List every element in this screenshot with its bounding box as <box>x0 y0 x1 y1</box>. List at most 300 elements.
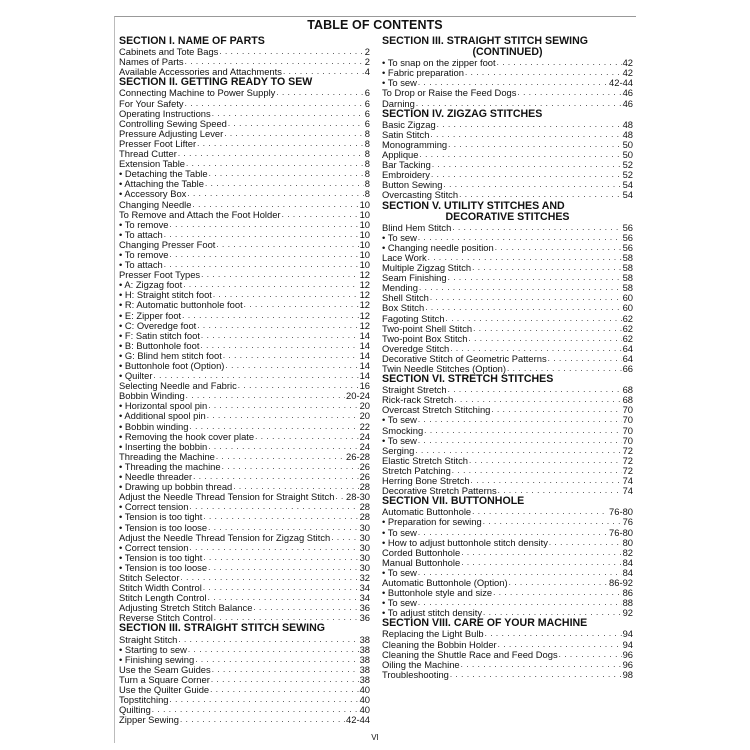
toc-entry <box>382 150 633 160</box>
toc-entry-page: 74 <box>622 486 633 497</box>
dot-leader <box>420 150 622 160</box>
toc-entry-page: 52 <box>622 170 633 181</box>
toc-entry-label: Presser Foot Lifter <box>119 138 197 149</box>
toc-entry-label: Extension Table <box>119 159 186 170</box>
toc-entry-label: Zipper Sewing <box>119 715 179 726</box>
toc-entry-label: • Tension is too loose <box>119 522 208 533</box>
toc-entry-page: 6 <box>364 108 370 119</box>
dot-leader <box>225 361 358 371</box>
toc-entry-label: Straight Stretch <box>382 385 447 396</box>
toc-entry <box>382 548 633 558</box>
toc-entry <box>119 675 370 685</box>
dot-leader <box>178 635 358 645</box>
toc-entry <box>382 140 633 150</box>
toc-entry <box>119 645 370 655</box>
dot-leader <box>208 563 359 573</box>
toc-entry <box>119 47 370 57</box>
toc-entry-page: 14 <box>359 371 370 382</box>
section-heading: SECTION III. STRAIGHT STITCH SEWING <box>119 622 325 635</box>
toc-entry-page: 68 <box>622 385 633 396</box>
toc-entry <box>382 233 633 243</box>
toc-entry <box>119 462 370 472</box>
toc-entry <box>119 422 370 432</box>
toc-entry-label: Pressure Adjusting Lever <box>119 128 224 139</box>
toc-entry-page: 58 <box>622 273 633 284</box>
dot-leader <box>205 179 364 189</box>
toc-entry-page: 72 <box>622 465 633 476</box>
dot-leader <box>238 381 359 391</box>
toc-entry-label: • F: Satin stitch foot <box>119 330 200 341</box>
toc-entry-page: 48 <box>622 119 633 130</box>
toc-entry <box>119 665 370 675</box>
dot-leader <box>424 426 621 436</box>
toc-entry-label: Bobbin Winding <box>119 391 185 402</box>
dot-leader <box>446 314 622 324</box>
toc-entry-page: 54 <box>622 180 633 191</box>
dot-leader <box>224 129 364 139</box>
toc-entry <box>382 426 633 436</box>
toc-entry <box>119 250 370 260</box>
toc-entry-label: Quilting <box>119 705 151 716</box>
toc-entry <box>119 472 370 482</box>
toc-entry-page: 80 <box>622 537 633 548</box>
toc-entry-page: 20-24 <box>346 391 370 402</box>
dot-leader <box>418 436 622 446</box>
toc-entry-label: • R: Automatic buttonhole foot <box>119 300 243 311</box>
toc-left-column <box>119 36 370 725</box>
dot-leader <box>180 715 345 725</box>
toc-entry <box>119 99 370 109</box>
dot-leader <box>216 452 345 462</box>
toc-entry <box>382 578 633 588</box>
toc-entry-label: • Preparation for sewing <box>382 517 482 528</box>
dot-leader <box>228 119 364 129</box>
toc-entry-page: 26 <box>359 472 370 483</box>
toc-entry-page: 20 <box>359 411 370 422</box>
toc-entry-page: 52 <box>622 160 633 171</box>
toc-entry-page: 14 <box>359 330 370 341</box>
toc-entry-page: 56 <box>622 242 633 253</box>
toc-entry <box>119 290 370 300</box>
toc-entry <box>382 670 633 680</box>
dot-leader <box>164 230 359 240</box>
toc-entry-page: 38 <box>359 664 370 675</box>
toc-entry-label: Button Sewing <box>382 180 443 191</box>
toc-entry-page: 28 <box>359 512 370 523</box>
dot-leader <box>549 538 622 548</box>
dot-leader <box>548 354 622 364</box>
toc-entry-page: 96 <box>622 659 633 670</box>
toc-entry-page: 30 <box>359 522 370 533</box>
toc-entry-page: 6 <box>364 88 370 99</box>
toc-entry-label: Decorative Stretch Patterns <box>382 486 497 497</box>
toc-entry-label: • B: Buttonhole foot <box>119 340 200 351</box>
toc-entry <box>119 210 370 220</box>
toc-entry-label: Changing Needle <box>119 199 192 210</box>
toc-entry-label: Stitch Selector <box>119 572 180 583</box>
dot-leader <box>203 583 359 593</box>
toc-entry-page: 28-30 <box>346 492 370 503</box>
toc-entry-label: Oiling the Machine <box>382 659 460 670</box>
toc-entry-page: 94 <box>622 639 633 650</box>
toc-entry-page: 4 <box>364 67 370 78</box>
dot-leader <box>197 139 364 149</box>
toc-entry <box>382 293 633 303</box>
toc-entry-page: 24 <box>359 431 370 442</box>
section-heading: SECTION II. GETTING READY TO SEW <box>119 76 313 89</box>
dot-leader <box>185 99 364 109</box>
toc-entry <box>119 300 370 310</box>
toc-entry-page: 24 <box>359 441 370 452</box>
toc-entry-page: 30 <box>359 562 370 573</box>
toc-entry-page: 16 <box>359 381 370 392</box>
toc-entry-page: 28 <box>359 482 370 493</box>
toc-entry-label: Seam Finishing <box>382 273 447 284</box>
toc-entry-label: Adjust the Needle Thread Tension for Straight Stitch <box>119 492 335 503</box>
dot-leader <box>331 533 358 543</box>
toc-entry-page: 30 <box>359 542 370 553</box>
toc-entry-label: Monogramming <box>382 139 448 150</box>
toc-entry <box>119 695 370 705</box>
toc-entry-label: Stretch Patching <box>382 465 451 476</box>
toc-entry <box>382 324 633 334</box>
toc-entry-label: • To sew <box>382 567 417 578</box>
toc-entry <box>382 568 633 578</box>
toc-entry-page: 8 <box>364 128 370 139</box>
toc-entry <box>119 361 370 371</box>
dot-leader <box>483 517 622 527</box>
toc-entry-label: Multiple Zigzag Stitch <box>382 263 472 274</box>
toc-entry-label: • Drawing up bobbin thread <box>119 482 233 493</box>
toc-entry-page: 38 <box>359 634 370 645</box>
toc-entry-label: Darning <box>382 98 415 109</box>
toc-entry-page: 26-28 <box>346 451 370 462</box>
toc-entry <box>119 543 370 553</box>
toc-entry-page: 50 <box>622 150 633 161</box>
toc-entry-label: Two-point Box Stitch <box>382 333 468 344</box>
dot-leader <box>183 280 358 290</box>
dot-leader <box>253 603 358 613</box>
page-title: TABLE OF CONTENTS <box>307 18 443 32</box>
toc-entry-label: Use the Seam Guides <box>119 664 211 675</box>
toc-entry-page: 38 <box>359 644 370 655</box>
dot-leader <box>454 395 621 405</box>
dot-leader <box>203 553 358 563</box>
dot-leader <box>200 341 358 351</box>
toc-entry <box>119 109 370 119</box>
toc-entry <box>119 220 370 230</box>
dot-leader <box>186 391 345 401</box>
dot-leader <box>443 180 621 190</box>
toc-entry <box>119 57 370 67</box>
toc-entry-page: 10 <box>359 199 370 210</box>
section-heading: DECORATIVE STITCHES <box>445 210 570 223</box>
toc-entry-label: Overcasting Stitch <box>382 190 459 201</box>
toc-entry <box>119 442 370 452</box>
toc-entry-page: 48 <box>622 129 633 140</box>
toc-entry <box>119 240 370 250</box>
dot-leader <box>517 88 621 98</box>
toc-entry <box>382 395 633 405</box>
toc-entry-label: Overedge Stitch <box>382 343 450 354</box>
toc-entry-page: 84 <box>622 567 633 578</box>
toc-entry-page: 84 <box>622 557 633 568</box>
toc-entry-label: • To sew <box>382 232 417 243</box>
dot-leader <box>485 629 622 639</box>
dot-leader <box>255 432 358 442</box>
toc-entry-label: Stitch Length Control <box>119 593 207 604</box>
toc-entry-page: 46 <box>622 98 633 109</box>
dot-leader <box>469 456 622 466</box>
dot-leader <box>212 109 364 119</box>
dot-leader <box>418 528 608 538</box>
dot-leader <box>495 243 622 253</box>
toc-entry-label: To Drop or Raise the Feed Dogs <box>382 88 517 99</box>
toc-entry-page: 12 <box>359 300 370 311</box>
dot-leader <box>497 58 622 68</box>
dot-leader <box>213 290 359 300</box>
dot-leader <box>431 170 622 180</box>
toc-entry <box>382 629 633 639</box>
toc-entry-page: 76-80 <box>609 507 633 518</box>
toc-entry-label: Automatic Buttonhole <box>382 507 472 518</box>
toc-entry <box>382 650 633 660</box>
toc-entry-label: Adjusting Stretch Stitch Balance <box>119 603 253 614</box>
toc-entry <box>119 482 370 492</box>
toc-entry-label: • Tension is too tight <box>119 512 203 523</box>
toc-entry-label: Replacing the Light Bulb <box>382 629 484 640</box>
toc-entry <box>382 334 633 344</box>
toc-entry-page: 8 <box>364 189 370 200</box>
dot-leader <box>195 655 358 665</box>
dot-leader <box>473 324 621 334</box>
dot-leader <box>178 149 364 159</box>
dot-leader <box>187 189 363 199</box>
dot-leader <box>430 130 621 140</box>
toc-entry-page: 56 <box>622 222 633 233</box>
dot-leader <box>180 573 358 583</box>
toc-entry <box>382 344 633 354</box>
dot-leader <box>182 311 358 321</box>
dot-leader <box>448 140 621 150</box>
dot-leader <box>418 568 622 578</box>
toc-entry <box>382 190 633 200</box>
toc-entry-label: • To sew <box>382 415 417 426</box>
toc-entry-page: 72 <box>622 455 633 466</box>
toc-entry-page: 12 <box>359 290 370 301</box>
section-heading: SECTION V. UTILITY STITCHES AND <box>382 199 565 212</box>
section-heading: SECTION VI. STRETCH STITCHES <box>382 373 554 386</box>
dot-leader <box>192 200 358 210</box>
toc-entry <box>382 354 633 364</box>
dot-leader <box>189 502 358 512</box>
toc-entry <box>119 280 370 290</box>
toc-entry <box>382 385 633 395</box>
toc-entry-label: • Horizontal spool pin <box>119 401 208 412</box>
toc-entry-label: • Fabric preparation <box>382 68 464 79</box>
toc-entry <box>382 517 633 527</box>
toc-entry-page: 62 <box>622 333 633 344</box>
toc-entry <box>382 180 633 190</box>
toc-entry-label: • To attach <box>119 260 163 271</box>
toc-entry-label: • Accessory Box <box>119 189 187 200</box>
toc-entry-label: Controlling Sewing Speed <box>119 118 227 129</box>
toc-entry <box>119 715 370 725</box>
dot-leader <box>223 351 359 361</box>
dot-leader <box>425 303 621 313</box>
toc-entry-page: 94 <box>622 629 633 640</box>
toc-entry <box>382 598 633 608</box>
toc-entry-page: 2 <box>364 47 370 58</box>
dot-leader <box>419 283 622 293</box>
toc-entry-label: Presser Foot Types <box>119 270 201 281</box>
toc-entry-label: Satin Stitch <box>382 129 430 140</box>
toc-entry-page: 6 <box>364 118 370 129</box>
dot-leader <box>169 220 358 230</box>
toc-entry-page: 12 <box>359 310 370 321</box>
toc-entry-page: 10 <box>359 229 370 240</box>
toc-entry-page: 92 <box>622 608 633 619</box>
toc-entry-label: Selecting Needle and Fabric <box>119 381 237 392</box>
toc-entry-label: Twin Needle Stitches (Option) <box>382 364 507 374</box>
toc-entry <box>119 331 370 341</box>
toc-entry-label: Blind Hem Stitch <box>382 222 452 233</box>
toc-entry <box>119 129 370 139</box>
toc-entry-label: Thread Cutter <box>119 149 177 160</box>
toc-entry-label: • Changing needle position <box>382 242 494 253</box>
toc-entry <box>119 200 370 210</box>
toc-entry <box>382 466 633 476</box>
toc-entry <box>382 303 633 313</box>
toc-entry-label: Cleaning the Bobbin Holder <box>382 639 497 650</box>
toc-entry-label: • Detaching the Table <box>119 169 208 180</box>
toc-entry <box>382 456 633 466</box>
toc-entry-page: 10 <box>359 249 370 260</box>
toc-entry <box>119 563 370 573</box>
toc-entry <box>119 512 370 522</box>
toc-entry-page: 70 <box>622 425 633 436</box>
toc-entry <box>382 415 633 425</box>
toc-entry-page: 40 <box>359 705 370 716</box>
toc-entry <box>119 411 370 421</box>
toc-entry <box>382 263 633 273</box>
toc-entry-page: 64 <box>622 353 633 364</box>
toc-entry-label: Straight Stitch <box>119 634 178 645</box>
toc-entry <box>382 660 633 670</box>
toc-entry-label: • Inserting the bobbin <box>119 441 208 452</box>
toc-entry-label: Available Accessories and Attachments <box>119 67 282 78</box>
toc-entry <box>382 243 633 253</box>
toc-entry-page: 76-80 <box>609 527 633 538</box>
dot-leader <box>216 240 358 250</box>
dot-leader <box>208 401 358 411</box>
dot-leader <box>418 78 608 88</box>
toc-entry-page: 36 <box>359 613 370 624</box>
toc-entry <box>382 507 633 517</box>
toc-entry-page: 60 <box>622 293 633 304</box>
toc-entry-label: • To adjust stitch density <box>382 608 483 619</box>
dot-leader <box>154 371 359 381</box>
dot-leader <box>448 273 622 283</box>
toc-entry-label: • To sew <box>382 527 417 538</box>
toc-entry-page: 70 <box>622 405 633 416</box>
dot-leader <box>170 695 359 705</box>
toc-entry <box>382 78 633 88</box>
toc-entry-label: • Finishing sewing <box>119 654 195 665</box>
toc-entry-page: 98 <box>622 669 633 680</box>
dot-leader <box>185 57 364 67</box>
dot-leader <box>207 411 359 421</box>
toc-entry-page: 12 <box>359 270 370 281</box>
toc-entry <box>382 476 633 486</box>
toc-entry <box>382 68 633 78</box>
dot-leader <box>432 160 622 170</box>
dot-leader <box>211 675 359 685</box>
toc-entry-page: 10 <box>359 260 370 271</box>
toc-entry <box>119 119 370 129</box>
toc-entry <box>119 230 370 240</box>
dot-leader <box>428 253 622 263</box>
dot-leader <box>201 331 359 341</box>
dot-leader <box>415 446 621 456</box>
dot-leader <box>197 321 358 331</box>
toc-entry-page: 32 <box>359 572 370 583</box>
toc-entry-label: • Correct tension <box>119 502 189 513</box>
toc-entry <box>119 685 370 695</box>
toc-entry-page: 50 <box>622 139 633 150</box>
toc-entry-page: 38 <box>359 674 370 685</box>
toc-entry-label: Cabinets and Tote Bags <box>119 47 219 58</box>
toc-entry-label: Mending <box>382 283 418 294</box>
toc-entry-label: Adjust the Needle Thread Tension for Zigzag Stitch <box>119 532 331 543</box>
toc-entry-page: 56 <box>622 232 633 243</box>
toc-entry-label: • To remove <box>119 219 169 230</box>
toc-entry-label: To Remove and Attach the Foot Holder <box>119 209 281 220</box>
toc-entry-label: For Your Safety <box>119 98 184 109</box>
dot-leader <box>203 512 358 522</box>
toc-entry-page: 42-44 <box>609 78 633 89</box>
dot-leader <box>186 159 364 169</box>
toc-entry-page: 54 <box>622 190 633 201</box>
toc-entry-label: Elastic Stretch Stitch <box>382 455 468 466</box>
toc-entry-page: 68 <box>622 395 633 406</box>
toc-entry-label: Operating Instructions <box>119 108 211 119</box>
toc-entry <box>119 573 370 583</box>
toc-entry <box>382 273 633 283</box>
section-heading: SECTION III. STRAIGHT STITCH SEWING <box>382 35 588 47</box>
dot-leader <box>212 665 359 675</box>
toc-entry-page: 64 <box>622 343 633 354</box>
toc-entry-page: 20 <box>359 401 370 412</box>
toc-entry <box>382 170 633 180</box>
toc-entry <box>382 314 633 324</box>
toc-entry-label: • H: Straight stitch foot <box>119 290 212 301</box>
toc-entry <box>119 179 370 189</box>
toc-entry <box>119 533 370 543</box>
toc-entry <box>382 528 633 538</box>
dot-leader <box>450 344 621 354</box>
toc-entry <box>119 432 370 442</box>
toc-entry <box>119 169 370 179</box>
toc-entry-label: Two-point Shell Stitch <box>382 323 473 334</box>
toc-entry-page: 8 <box>364 159 370 170</box>
toc-entry <box>119 583 370 593</box>
toc-entry-label: Connecting Machine to Power Supply <box>119 88 276 99</box>
toc-entry <box>119 139 370 149</box>
toc-entry-label: • Buttonhole style and size <box>382 588 493 599</box>
toc-entry-label: • E: Zipper foot <box>119 310 182 321</box>
dot-leader <box>472 507 608 517</box>
